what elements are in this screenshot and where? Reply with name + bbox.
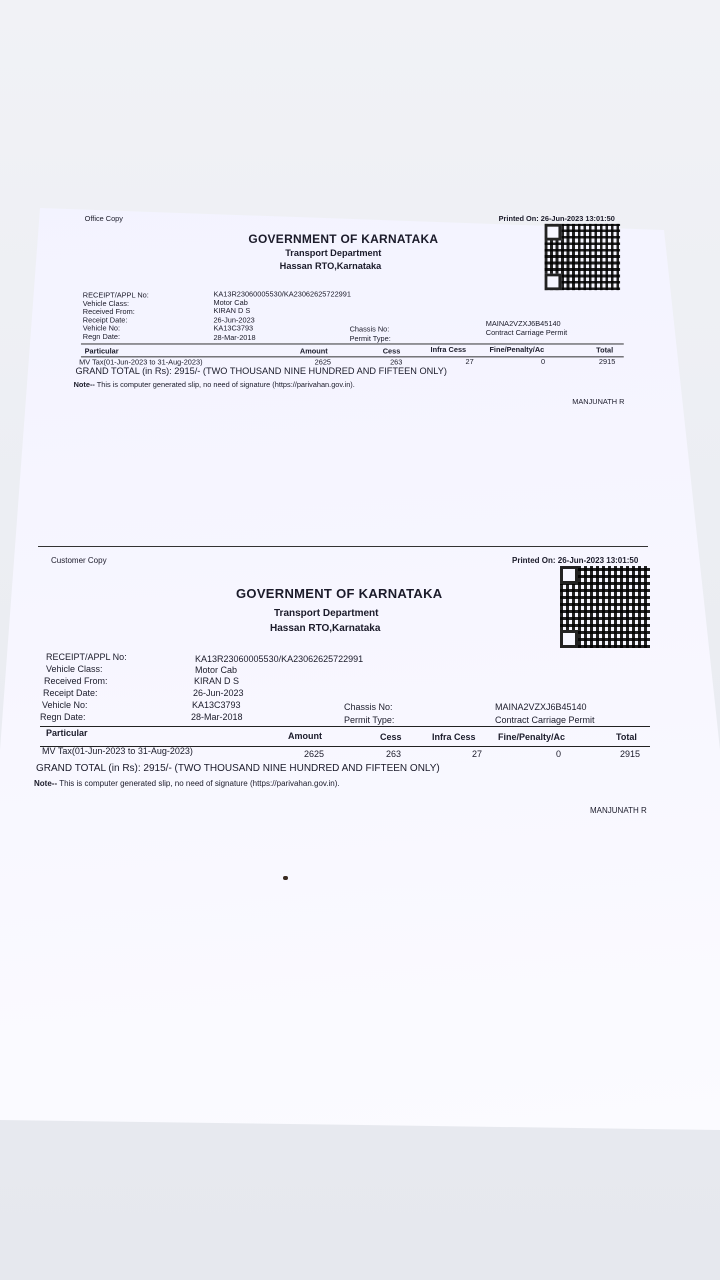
signatory: MANJUNATH R <box>590 806 647 815</box>
th-particular: Particular <box>84 347 119 356</box>
printed-on: Printed On: 26-Jun-2023 13:01:50 <box>498 214 615 223</box>
value-regn-date: 28-Mar-2018 <box>191 712 243 722</box>
th-amount: Amount <box>288 731 322 741</box>
gov-title: GOVERNMENT OF KARNATAKA <box>248 232 439 246</box>
label-received-from: Received From: <box>44 676 108 686</box>
label-vehicle-no: Vehicle No: <box>42 700 88 710</box>
th-fine: Fine/Penalty/Ac <box>498 732 566 742</box>
printed-on: Printed On: 26-Jun-2023 13:01:50 <box>512 556 639 565</box>
cell-infra-cess: 27 <box>472 749 483 759</box>
value-receipt-date: 26-Jun-2023 <box>213 315 255 325</box>
table-top-rule <box>81 344 624 345</box>
cell-fine: 0 <box>556 749 562 759</box>
value-permit: Contract Carriage Permit <box>495 715 595 725</box>
value-receipt: KA13R23060005530/KA23062625722991 <box>213 290 351 299</box>
label-received-from: Received From: <box>82 307 135 316</box>
cell-amount: 2625 <box>314 358 332 367</box>
value-receipt: KA13R23060005530/KA23062625722991 <box>195 654 364 664</box>
label-receipt: RECEIPT/APPL No: <box>46 652 127 662</box>
note-label: Note-- <box>34 779 58 788</box>
value-vehicle-no: KA13C3793 <box>192 700 241 710</box>
cell-cess: 263 <box>390 358 403 367</box>
th-cess: Cess <box>382 347 401 356</box>
value-chassis: MAINA2VZXJ6B45140 <box>495 702 587 712</box>
label-permit: Permit Type: <box>349 334 391 343</box>
value-vehicle-class: Motor Cab <box>213 298 248 307</box>
table-top-rule <box>40 726 650 727</box>
value-received-from: KIRAN D S <box>213 306 251 315</box>
th-total: Total <box>596 346 614 355</box>
note-text: This is computer generated slip, no need of signature (https://parivahan.gov.in). <box>96 380 355 389</box>
label-vehicle-class: Vehicle Class: <box>82 299 130 308</box>
label-chassis: Chassis No: <box>344 702 393 712</box>
value-regn-date: 28-Mar-2018 <box>213 333 256 342</box>
label-regn-date: Regn Date: <box>82 332 121 341</box>
th-total: Total <box>616 732 637 742</box>
signatory: MANJUNATH R <box>572 397 625 407</box>
label-regn-date: Regn Date: <box>40 712 86 722</box>
qr-code-icon <box>545 224 620 290</box>
cell-cess: 263 <box>386 749 402 759</box>
ink-speck <box>283 876 288 880</box>
rto-office: Hassan RTO,Karnataka <box>279 261 382 272</box>
dept-name: Transport Department <box>285 248 382 259</box>
copy-label: Customer Copy <box>51 556 107 565</box>
th-amount: Amount <box>299 347 328 356</box>
note-label: Note-- <box>73 380 95 389</box>
label-chassis: Chassis No: <box>349 325 390 334</box>
label-vehicle-no: Vehicle No: <box>82 324 121 333</box>
grand-total: GRAND TOTAL (in Rs): 2915/- (TWO THOUSAND NINE HUNDRED AND FIFTEEN ONLY) <box>75 366 447 377</box>
gov-title: GOVERNMENT OF KARNATAKA <box>236 586 443 601</box>
cell-total: 2915 <box>620 749 641 759</box>
dept-name: Transport Department <box>274 608 379 619</box>
cell-total: 2915 <box>598 357 616 366</box>
value-vehicle-no: KA13C3793 <box>213 324 254 333</box>
label-vehicle-class: Vehicle Class: <box>46 664 103 674</box>
value-vehicle-class: Motor Cab <box>195 665 238 675</box>
note-text: This is computer generated slip, no need of signature (https://parivahan.gov.in). <box>59 779 340 788</box>
cell-amount: 2625 <box>304 749 325 759</box>
value-chassis: MAINA2VZXJ6B45140 <box>485 319 561 328</box>
value-received-from: KIRAN D S <box>194 676 240 686</box>
cell-infra-cess: 27 <box>465 357 474 366</box>
cell-particular: MV Tax(01-Jun-2023 to 31-Aug-2023) <box>79 358 203 367</box>
copy-label: Office Copy <box>84 214 123 223</box>
label-receipt-date: Receipt Date: <box>82 315 128 325</box>
th-cess: Cess <box>380 732 402 742</box>
value-permit: Contract Carriage Permit <box>485 328 568 338</box>
rto-office: Hassan RTO,Karnataka <box>270 623 381 634</box>
tear-line <box>38 546 648 547</box>
th-infra-cess: Infra Cess <box>430 345 467 354</box>
label-receipt: RECEIPT/APPL No: <box>82 291 149 300</box>
label-receipt-date: Receipt Date: <box>43 688 98 698</box>
grand-total: GRAND TOTAL (in Rs): 2915/- (TWO THOUSAND NINE HUNDRED AND FIFTEEN ONLY) <box>36 763 440 774</box>
label-permit: Permit Type: <box>344 715 395 725</box>
qr-code-icon <box>560 566 650 648</box>
th-fine: Fine/Penalty/Ac <box>489 345 545 354</box>
value-receipt-date: 26-Jun-2023 <box>193 688 244 698</box>
th-infra-cess: Infra Cess <box>432 732 476 742</box>
cell-fine: 0 <box>540 357 546 366</box>
cell-particular: MV Tax(01-Jun-2023 to 31-Aug-2023) <box>42 746 193 756</box>
th-particular: Particular <box>46 728 88 738</box>
